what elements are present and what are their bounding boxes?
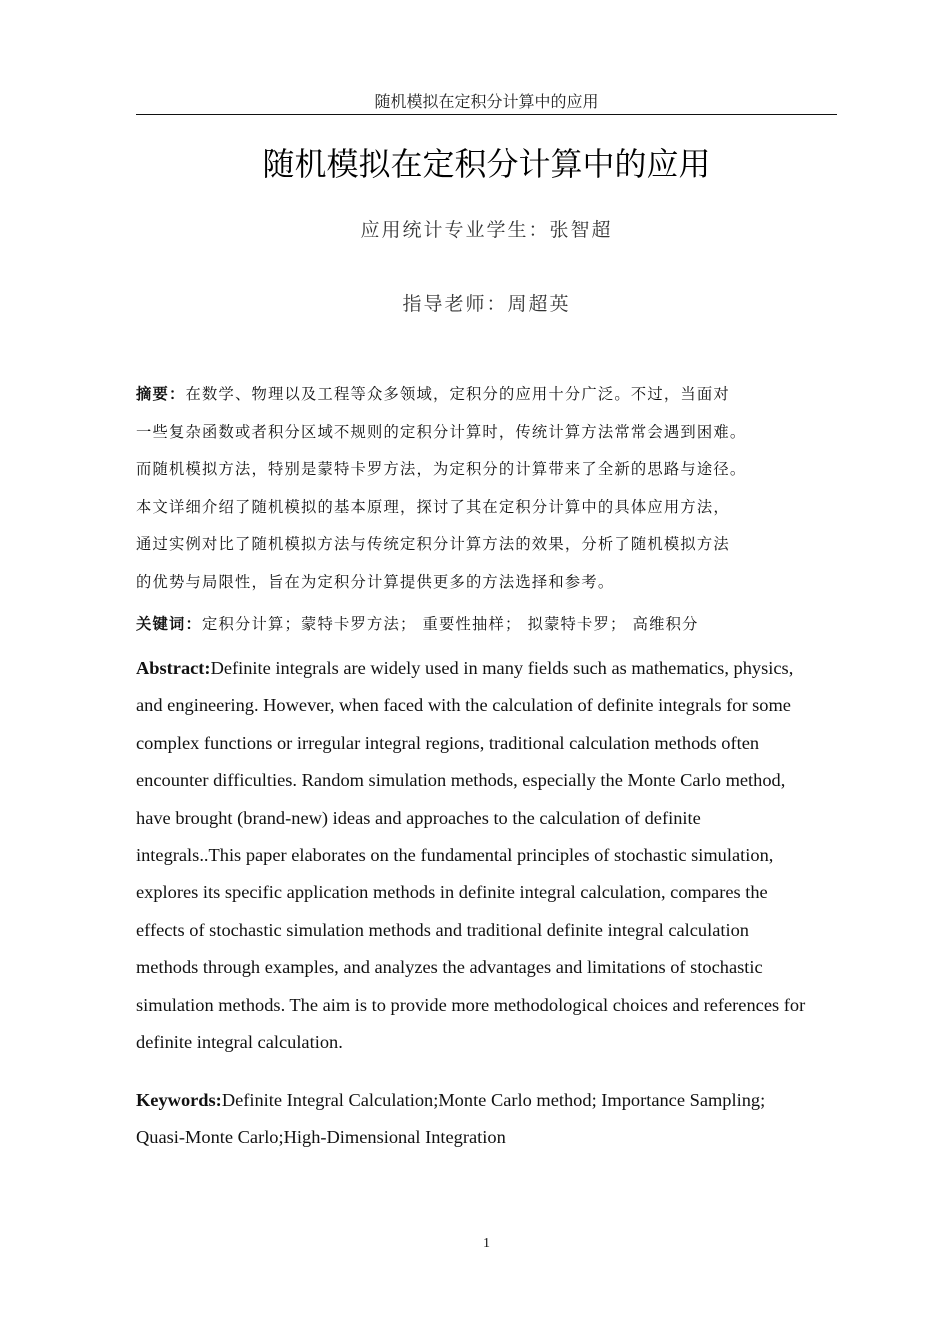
chinese-abstract-line: 而随机模拟方法，特别是蒙特卡罗方法，为定积分的计算带来了全新的思路与途径。	[136, 460, 747, 478]
english-abstract-line: encounter difficulties. Random simulation methods, especially the Monte Carlo method,	[136, 770, 786, 791]
english-abstract-line: methods through examples, and analyzes the advantages and limitations of stochastic	[136, 957, 763, 978]
english-abstract-line: have brought (brand-new) ideas and approaches to the calculation of definite	[136, 807, 701, 828]
chinese-abstract-line	[136, 376, 837, 414]
chinese-keywords	[136, 606, 837, 644]
advisor-line: 指导老师：周超英	[402, 293, 571, 315]
chinese-keywords-label: 关键词：	[136, 615, 202, 633]
english-abstract-label: Abstract:	[136, 658, 211, 678]
english-abstract-line: simulation methods. The aim is to provide more methodological choices and references for	[136, 994, 806, 1015]
chinese-abstract-text: 在数学、物理以及工程等众多领域，定积分的应用十分广泛。不过，当面对	[185, 385, 730, 403]
author-line: 应用统计专业学生：张智超	[360, 219, 613, 241]
english-abstract-line: integrals..This paper elaborates on the fundamental principles of stochastic simulation,	[136, 845, 774, 866]
english-abstract-line: definite integral calculation.	[136, 1032, 343, 1053]
english-abstract-line	[136, 650, 837, 687]
chinese-abstract-line: 本文详细介绍了随机模拟的基本原理，探讨了其在定积分计算中的具体应用方法，	[136, 497, 730, 516]
chinese-keywords-text: 定积分计算；蒙特卡罗方法； 重要性抽样； 拟蒙特卡罗； 高维积分	[202, 615, 699, 633]
chinese-abstract-label: 摘要：	[136, 385, 186, 403]
english-abstract-line: and engineering. However, when faced with the calculation of definite integrals for some	[136, 695, 791, 716]
chinese-abstract	[136, 376, 837, 601]
english-abstract-line: complex functions or irregular integral regions, traditional calculation methods often	[136, 732, 760, 753]
page-number: 1	[483, 1236, 490, 1251]
english-keywords-line: Quasi-Monte Carlo;High-Dimensional Integration	[136, 1127, 506, 1148]
header-rule	[136, 114, 837, 115]
english-abstract-line: effects of stochastic simulation methods and traditional definite integral calculation	[136, 919, 750, 940]
chinese-abstract-line: 一些复杂函数或者积分区域不规则的定积分计算时，传统计算方法常常会遇到困难。	[136, 422, 747, 441]
english-keywords	[136, 1082, 837, 1157]
running-header: 随机模拟在定积分计算中的应用	[374, 92, 599, 111]
english-abstract-text: Definite integrals are widely used in many fields such as mathematics, physics,	[210, 658, 794, 678]
english-abstract	[136, 650, 837, 1061]
chinese-abstract-line: 通过实例对比了随机模拟方法与传统定积分计算方法的效果，分析了随机模拟方法	[136, 535, 730, 553]
paper-title: 随机模拟在定积分计算中的应用	[262, 145, 711, 183]
english-keywords-line	[136, 1082, 837, 1119]
chinese-abstract-line: 的优势与局限性，旨在为定积分计算提供更多的方法选择和参考。	[136, 572, 615, 591]
english-abstract-line: explores its specific application methods in definite integral calculation, compares the	[136, 882, 768, 903]
english-keywords-text: Definite Integral Calculation;Monte Carlo method; Importance Sampling;	[221, 1090, 766, 1110]
english-keywords-label: Keywords:	[136, 1090, 222, 1110]
